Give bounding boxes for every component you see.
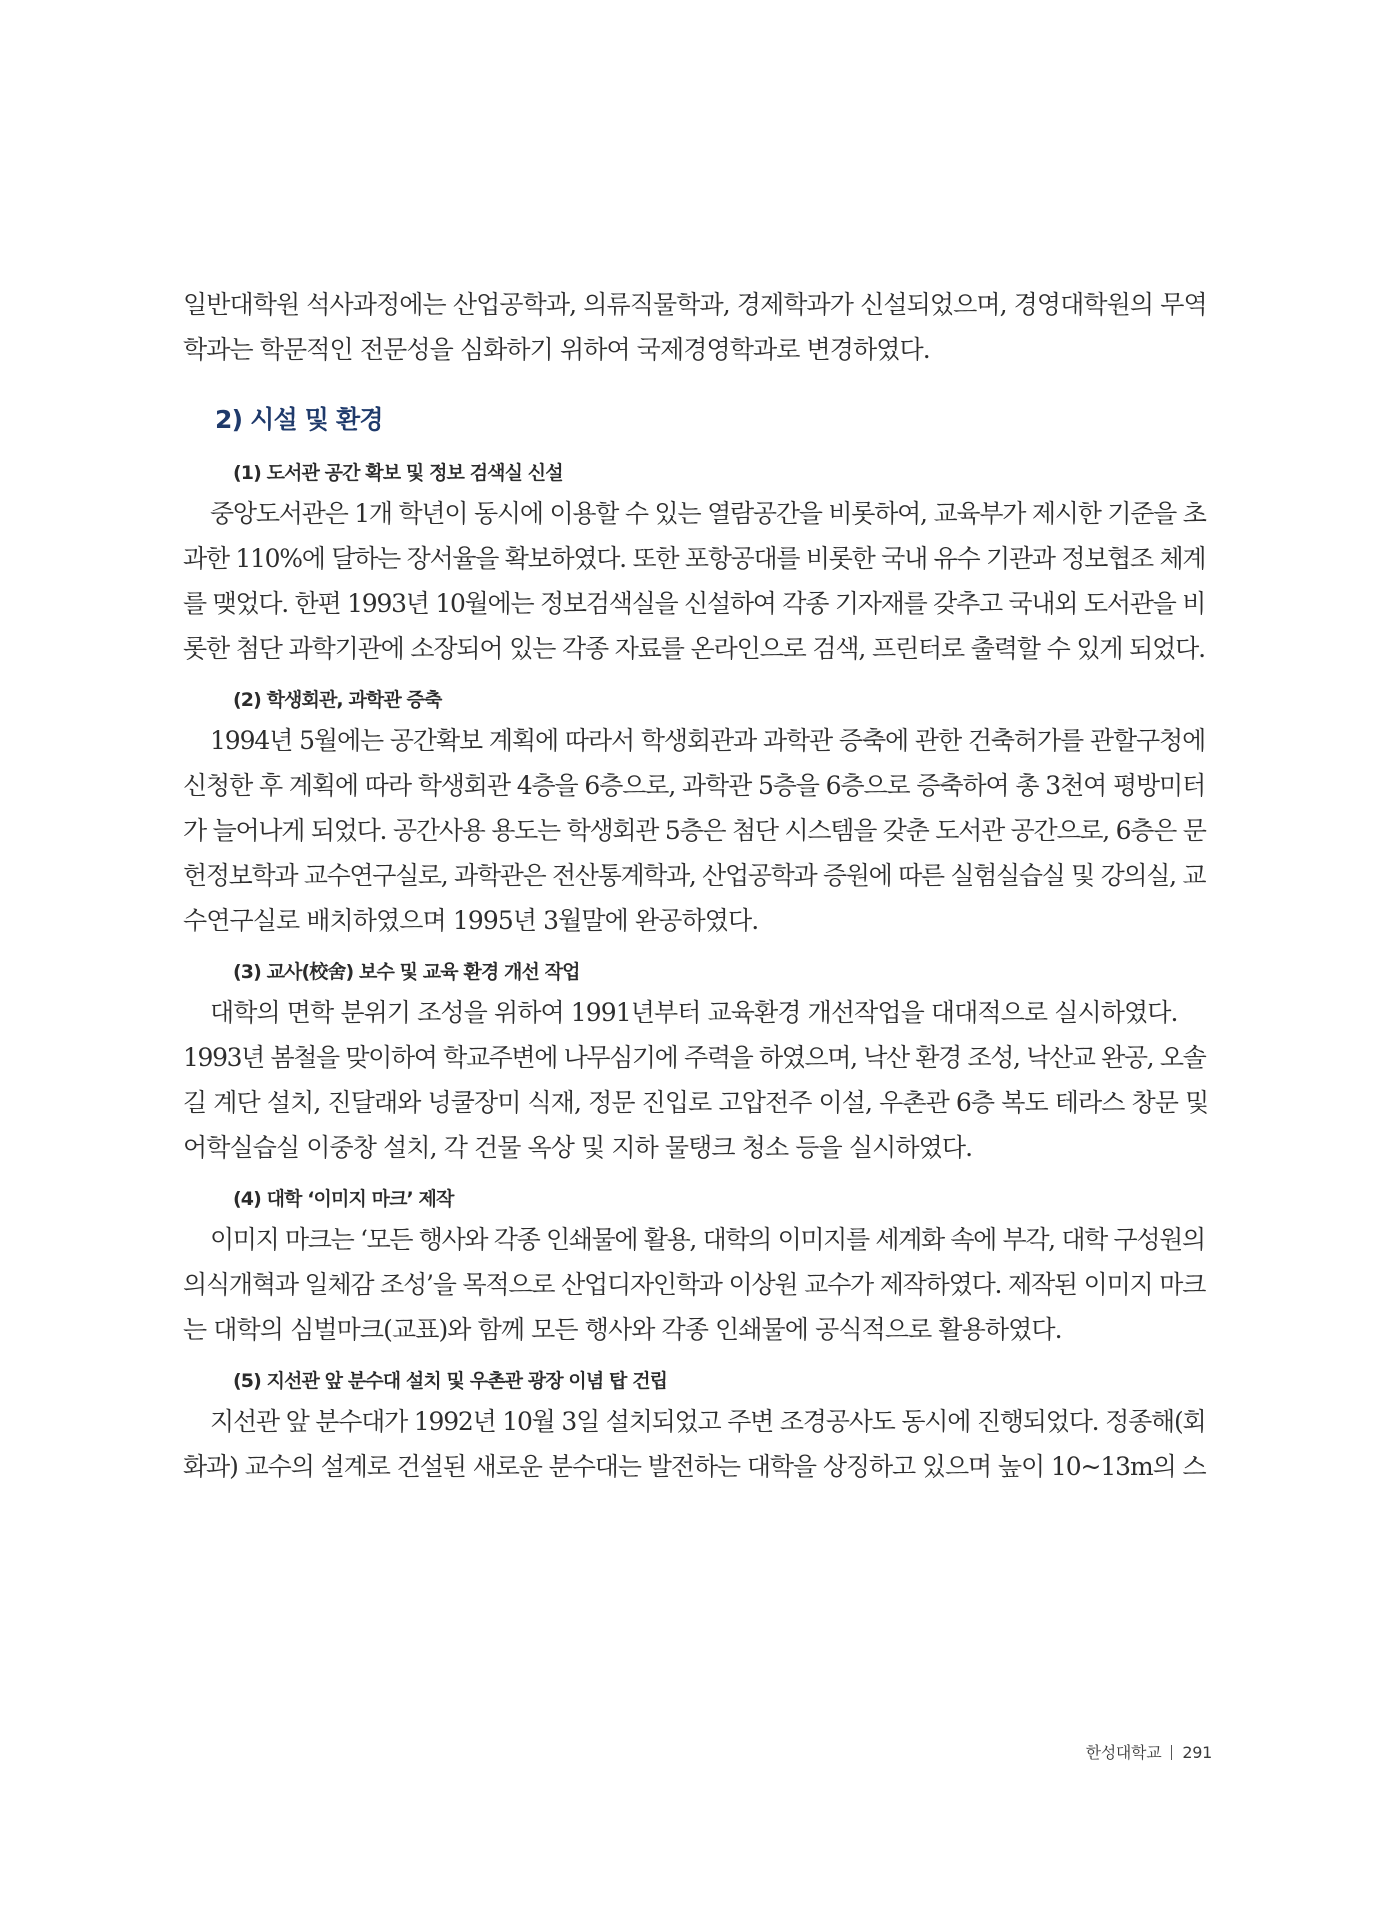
subsection-paragraph-1 <box>183 491 1208 671</box>
paragraph-line: 를 맺었다. 한편 1993년 10월에는 정보검색실을 신설하여 각종 기자재를 갖추고 국내외 도서관을 비 <box>183 589 1206 618</box>
paragraph-line: 학과는 학문적인 전문성을 심화하기 위하여 국제경영학과로 변경하였다. <box>183 335 930 364</box>
paragraph-line: 수연구실로 배치하였으며 1995년 3월말에 완공하였다. <box>183 906 759 935</box>
section-title: 2) 시설 및 환경 <box>215 405 383 434</box>
footer-divider <box>1171 1745 1172 1760</box>
paragraph-line: 일반대학원 석사과정에는 산업공학과, 의류직물학과, 경제학과가 신설되었으며, 경영대학원의 무역 <box>183 290 1207 319</box>
paragraph-line: 의식개혁과 일체감 조성’을 목적으로 산업디자인학과 이상원 교수가 제작하였다. 제작된 이미지 마크 <box>183 1270 1206 1299</box>
page-number: 291 <box>1182 1743 1212 1762</box>
subsection-heading-5: (5) 지선관 앞 분수대 설치 및 우촌관 광장 이념 탑 건립 <box>233 1370 668 1392</box>
subsection-paragraph-4 <box>183 1217 1208 1352</box>
subsection-paragraph-5 <box>183 1399 1208 1489</box>
paragraph-line: 1994년 5월에는 공간확보 계획에 따라서 학생회관과 과학관 증축에 관한 건축허가를 관할구청에 <box>210 726 1206 755</box>
paragraph-line: 신청한 후 계획에 따라 학생회관 4층을 6층으로, 과학관 5층을 6층으로 증축하여 총 3천여 평방미터 <box>183 771 1206 800</box>
paragraph-line: 중앙도서관은 1개 학년이 동시에 이용할 수 있는 열람공간을 비롯하여, 교육부가 제시한 기준을 초 <box>210 499 1206 528</box>
paragraph-line: 가 늘어나게 되었다. 공간사용 용도는 학생회관 5층은 첨단 시스템을 갖춘 도서관 공간으로, 6층은 문 <box>183 816 1206 845</box>
subsection-heading-4: (4) 대학 ‘이미지 마크’ 제작 <box>233 1188 454 1210</box>
paragraph-line: 헌정보학과 교수연구실로, 과학관은 전산통계학과, 산업공학과 증원에 따른 실험실습실 및 강의실, 교 <box>183 861 1206 890</box>
paragraph-line: 롯한 첨단 과학기관에 소장되어 있는 각종 자료를 온라인으로 검색, 프린터로 출력할 수 있게 되었다. <box>183 634 1205 663</box>
subsection-heading-1: (1) 도서관 공간 확보 및 정보 검색실 신설 <box>233 462 563 484</box>
paragraph-line: 지선관 앞 분수대가 1992년 10월 3일 설치되었고 주변 조경공사도 동시에 진행되었다. 정종해(회 <box>210 1407 1206 1436</box>
subsection-heading-2: (2) 학생회관, 과학관 증축 <box>233 689 442 711</box>
page-footer <box>1086 1740 1212 1763</box>
paragraph-line: 화과) 교수의 설계로 건설된 새로운 분수대는 발전하는 대학을 상징하고 있으며 높이 10~13m의 스 <box>183 1452 1206 1481</box>
page-body <box>183 282 1208 1489</box>
footer-university: 한성대학교 <box>1085 1743 1162 1762</box>
subsection-heading-3: (3) 교사(校舍) 보수 및 교육 환경 개선 작업 <box>233 961 580 983</box>
subsection-paragraph-3 <box>183 990 1208 1170</box>
paragraph-line: 길 계단 설치, 진달래와 넝쿨장미 식재, 정문 진입로 고압전주 이설, 우촌관 6층 복도 테라스 창문 및 <box>183 1088 1209 1117</box>
paragraph-line: 어학실습실 이중창 설치, 각 건물 옥상 및 지하 물탱크 청소 등을 실시하였다. <box>183 1133 973 1162</box>
intro-paragraph <box>183 282 1208 372</box>
paragraph-line: 과한 110%에 달하는 장서율을 확보하였다. 또한 포항공대를 비롯한 국내 유수 기관과 정보협조 체계 <box>183 544 1206 573</box>
paragraph-line: 이미지 마크는 ‘모든 행사와 각종 인쇄물에 활용, 대학의 이미지를 세계화 속에 부각, 대학 구성원의 <box>210 1225 1205 1254</box>
paragraph-line: 대학의 면학 분위기 조성을 위하여 1991년부터 교육환경 개선작업을 대대적으로 실시하였다. <box>210 998 1178 1027</box>
subsection-paragraph-2 <box>183 718 1208 943</box>
paragraph-line: 1993년 봄철을 맞이하여 학교주변에 나무심기에 주력을 하였으며, 낙산 환경 조성, 낙산교 완공, 오솔 <box>183 1043 1206 1072</box>
paragraph-line: 는 대학의 심벌마크(교표)와 함께 모든 행사와 각종 인쇄물에 공식적으로 활용하였다. <box>183 1315 1062 1344</box>
